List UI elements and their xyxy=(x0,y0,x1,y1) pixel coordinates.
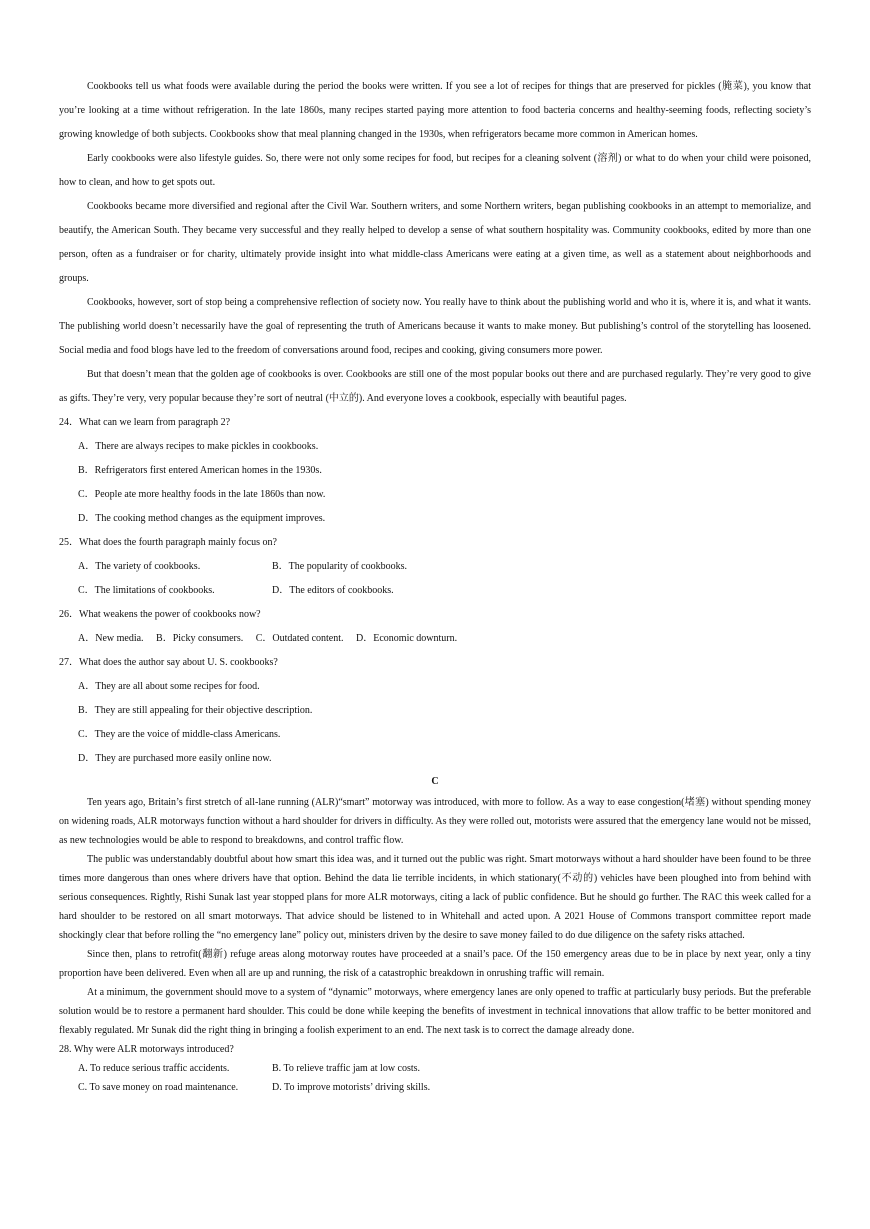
option-d: D．The editors of cookbooks. xyxy=(272,585,394,596)
option-c: C．People ate more healthy foods in the late 1860s than now. xyxy=(78,489,326,500)
question-stem: 27．What does the author say about U. S. cookbooks? xyxy=(59,657,278,668)
question-25 xyxy=(59,531,811,603)
passage-c-paragraph-2: The public was understandably doubtful about how smart this idea was, and it turned out the public was right. Smart motorways without a hard shoulder have been found to be three times more dangerous than ones where drivers have that option. Behind the data lie terrible incidents, in which stationary(不动的) vehicles have been ploughed into from behind with serious consequences. Rightly, Rishi Sunak last year stopped plans for more ALR motorways, citing a lack of public confidence. But he should go further. The RAC this week called for a hard shoulder to be restored on all smart motorways. That advice should be listened to in Whitehall and acted upon. A 2021 House of Commons transport committee report made shockingly clear that before rolling the “no emergency lane” policy out, ministers driven by the desire to save money failed to do due diligence on the safety risks attached. xyxy=(59,854,811,941)
option-d: D．The cooking method changes as the equipment improves. xyxy=(78,513,326,524)
passage-b-paragraph-2: Early cookbooks were also lifestyle guides. So, there were not only some recipes for food, but recipes for a cleaning solvent (溶剂) or what to do when your child were poisoned, how to clean, and how to get spots out. xyxy=(59,153,811,188)
option-c: C. To save money on road maintenance. xyxy=(78,1082,239,1093)
option-d: D. To improve motorists’ driving skills. xyxy=(272,1082,431,1093)
passage-b-paragraph-1: Cookbooks tell us what foods were available during the period the books were written. If you see a lot of recipes for things that are preserved for pickles (腌菜), you know that you’re looking at a time without refrigeration. In the late 1860s, many recipes started paying more attention to food bacteria concerns and healthy-seeming foods, reflecting society’s growing knowledge of both subjects. Cookbooks show that meal planning changed in the 1930s, when refrigerators became more common in American homes. xyxy=(59,81,811,140)
option-a: A．New media. xyxy=(78,633,144,644)
options-row-1 xyxy=(78,1059,811,1078)
passage-c-paragraph-4: At a minimum, the government should move to a system of “dynamic” motorways, where emergency lanes are only opened to traffic at particularly busy periods. But the preferable solution would be to restore a permanent hard shoulder. This could be done while keeping the benefits of investment in technical innovations that allow traffic to be better monitored and flexably regulated. Mr Sunak did the right thing in bringing a foolish experiment to an end. The next task is to correct the damage already done. xyxy=(59,987,811,1036)
option-a: A．There are always recipes to make pickles in cookbooks. xyxy=(78,441,319,452)
question-stem: 26．What weakens the power of cookbooks now? xyxy=(59,609,261,620)
option-a: A. To reduce serious traffic accidents. xyxy=(78,1063,230,1074)
option-c: C．They are the voice of middle-class Americans. xyxy=(78,729,281,740)
option-c: C．Outdated content. xyxy=(255,633,344,644)
passage-b-paragraph-5: But that doesn’t mean that the golden age of cookbooks is over. Cookbooks are still one of the most popular books out there and are purchased regularly. They’re very good to give as gifts. They’re very, very popular because they’re sort of neutral (中立的). And everyone loves a cookbook, especially with beautiful pages. xyxy=(59,369,811,404)
option-b: B．Picky consumers. xyxy=(156,633,244,644)
option-d: D．Economic downturn. xyxy=(356,633,458,644)
option-b: B．The popularity of cookbooks. xyxy=(272,561,407,572)
options-row-2 xyxy=(78,579,811,603)
option-b: B. To relieve traffic jam at low costs. xyxy=(272,1063,421,1074)
question-stem: 28. Why were ALR motorways introduced? xyxy=(59,1044,234,1055)
question-26 xyxy=(59,603,811,651)
passage-c-paragraph-1: Ten years ago, Britain’s first stretch of all-lane running (ALR)“smart” motorway was introduced, with more to follow. As a way to ease congestion(堵塞) without spending money on widening roads, ALR motorways function without a hard shoulder for drivers in difficulty. As they were rolled out, motorists were assured that the emergency lane would not be missed, as new technologies would be able to respond to breakdowns, and control traffic flow. xyxy=(59,797,811,846)
question-28 xyxy=(59,1040,811,1097)
option-d: D．They are purchased more easily online now. xyxy=(78,753,272,764)
options-row-2 xyxy=(78,1078,811,1097)
passage-b-paragraph-4: Cookbooks, however, sort of stop being a comprehensive reflection of society now. You really have to think about the publishing world and who it is, where it is, and what it wants. The publishing world doesn’t necessarily have the goal of representing the truth of Americans because it wants to make money. But publishing’s control of the storytelling has loosened. Social media and food blogs have led to the freedom of conversations around food, recipes and cooking, giving consumers more power. xyxy=(59,297,811,356)
option-c: C．The limitations of cookbooks. xyxy=(78,585,215,596)
option-b: B．They are still appealing for their objective description. xyxy=(78,705,313,716)
passage-b-paragraph-3: Cookbooks became more diversified and regional after the Civil War. Southern writers, and some Northern writers, began publishing cookbooks in an attempt to memorialize, and beautify, the American South. They became very successful and they really helped to develop a sense of what southern hospitality was. Community cookbooks, edited by more than one person, often as a fundraiser or for charity, ultimately provide insight into what middle-class Americans were eating at a given time, as well as a statement about neighborhoods and groups. xyxy=(59,201,811,284)
options-row-1 xyxy=(78,555,811,579)
question-stem: 25．What does the fourth paragraph mainly focus on? xyxy=(59,537,277,548)
question-24 xyxy=(59,411,811,531)
question-27 xyxy=(59,651,811,771)
passage-c-paragraph-3: Since then, plans to retrofit(翻新) refuge areas along motorway routes have proceeded at a snail’s pace. Of the 150 emergency areas due to be in place by next year, only a tiny proportion have been delivered. Even when all are up and running, the risk of a catastrophic breakdown in onrushing traffic will remain. xyxy=(59,949,811,979)
exam-page xyxy=(59,75,811,1097)
option-a: A．The variety of cookbooks. xyxy=(78,561,201,572)
question-stem: 24．What can we learn from paragraph 2? xyxy=(59,417,231,428)
option-a: A．They are all about some recipes for food. xyxy=(78,681,260,692)
options-row xyxy=(78,627,811,651)
section-heading-c: C xyxy=(431,776,439,787)
option-b: B．Refrigerators first entered American homes in the 1930s. xyxy=(78,465,322,476)
